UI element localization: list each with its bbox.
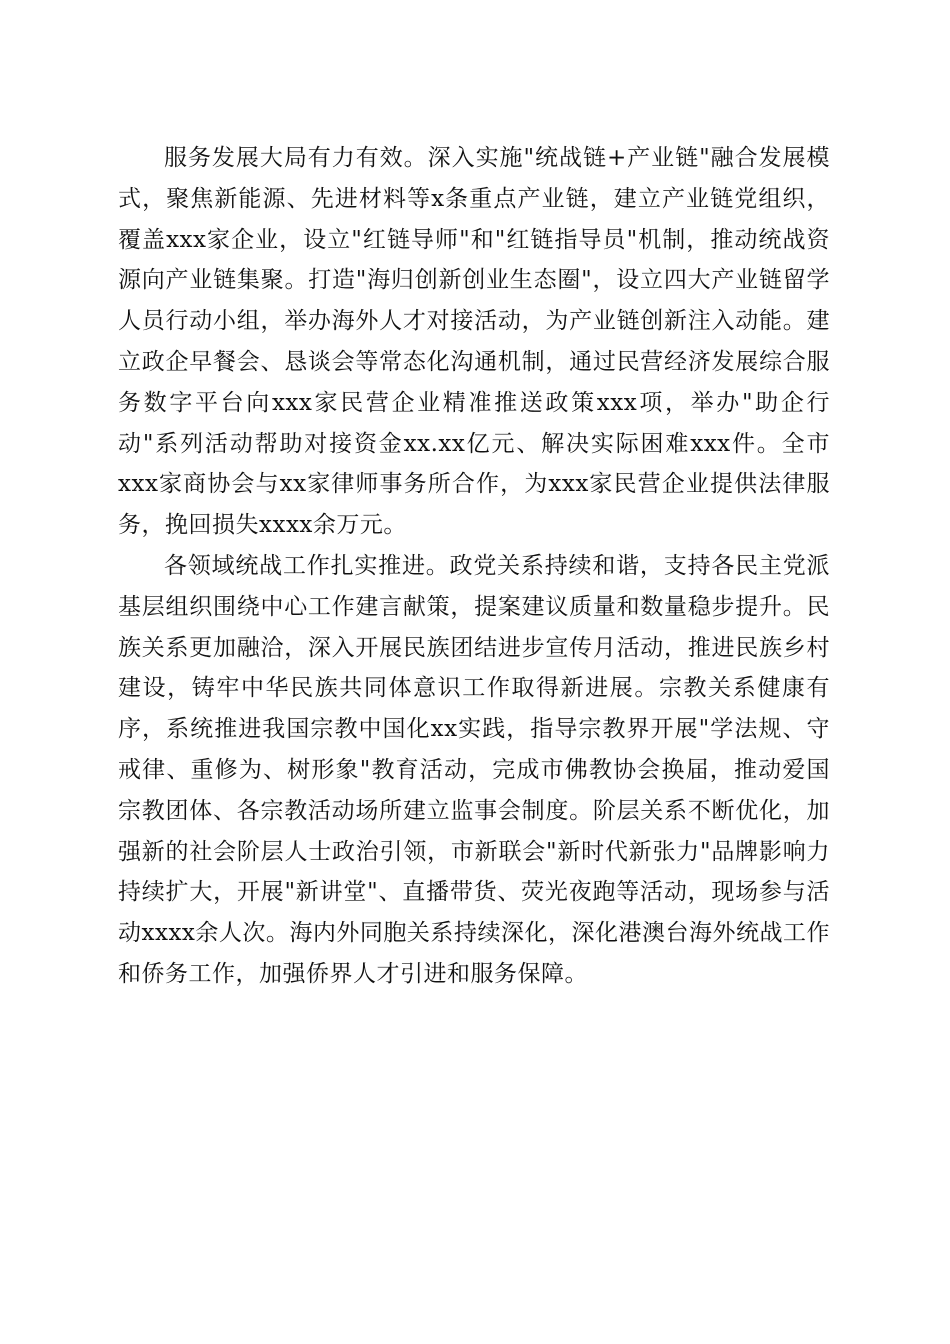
document-body	[118, 138, 830, 995]
paragraph-united-front-work: 各领域统战工作扎实推进。政党关系持续和谐，支持各民主党派基层组织围绕中心工作建言献策，提案建议质量和数量稳步提升。民族关系更加融洽，深入开展民族团结进步宣传月活动，推进民族乡村建设，铸牢中华民族共同体意识工作取得新进展。宗教关系健康有序，系统推进我国宗教中国化xx实践，指导宗教界开展"学法规、守戒律、重修为、树形象"教育活动，完成市佛教协会换届，推动爱国宗教团体、各宗教活动场所建立监事会制度。阶层关系不断优化，加强新的社会阶层人士政治引领，市新联会"新时代新张力"品牌影响力持续扩大，开展"新讲堂"、直播带货、荧光夜跑等活动，现场参与活动xxxx余人次。海内外同胞关系持续深化，深化港澳台海外统战工作和侨务工作，加强侨界人才引进和服务保障。	[118, 552, 830, 987]
paragraph-service-development: 服务发展大局有力有效。深入实施"统战链+产业链"融合发展模式，聚焦新能源、先进材料等x条重点产业链，建立产业链党组织，覆盖xxx家企业，设立"红链导师"和"红链指导员"机制，推动统战资源向产业链集聚。打造"海归创新创业生态圈"，设立四大产业链留学人员行动小组，举办海外人才对接活动，为产业链创新注入动能。建立政企早餐会、恳谈会等常态化沟通机制，通过民营经济发展综合服务数字平台向xxx家民营企业精准推送政策xxx项，举办"助企行动"系列活动帮助对接资金xx.xx亿元、解决实际困难xxx件。全市xxx家商协会与xx家律师事务所合作，为xxx家民营企业提供法律服务，挽回损失xxxx余万元。	[118, 145, 830, 539]
